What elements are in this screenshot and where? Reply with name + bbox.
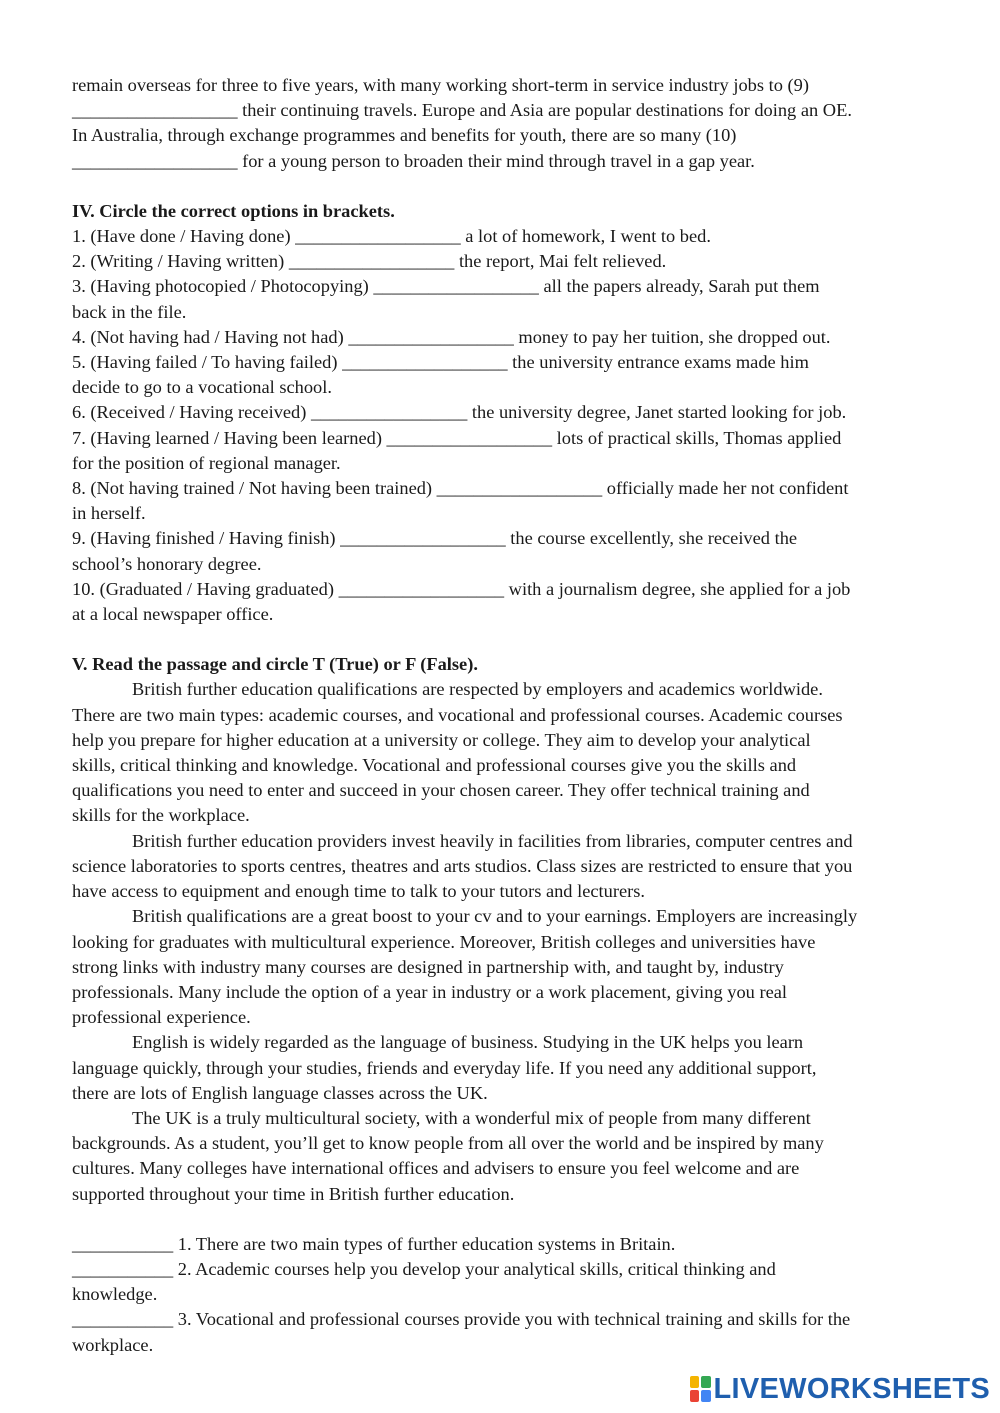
paragraph-line: there are lots of English language classes across the UK. [72,1082,488,1103]
logo-square-red [690,1390,699,1402]
true-false-statements [72,1232,932,1358]
paragraph-line: British qualifications are a great boost to your cv and to your earnings. Employers are increasingly [132,906,858,927]
section-v-heading: V. Read the passage and circle T (True) or F (False). [72,654,478,675]
paragraph-line: The UK is a truly multicultural society, with a wonderful mix of people from many different [132,1107,811,1128]
paragraph-line: qualifications you need to enter and succeed in your chosen career. They offer technical training and [72,780,810,801]
exercise-line: school’s honorary degree. [72,553,262,574]
worksheet-page [72,73,932,1358]
paragraph-line: There are two main types: academic courses, and vocational and professional courses. Academic courses [72,704,843,725]
paragraph-line: cultures. Many colleges have international offices and advisers to ensure you feel welcome and are [72,1158,800,1179]
exercise-line: for the position of regional manager. [72,452,341,473]
paragraph-line: science laboratories to sports centres, theatres and arts studios. Class sizes are restricted to ensure that you [72,855,853,876]
statement-line: ___________ 1. There are two main types of further education systems in Britain. [72,1233,676,1254]
statement-line: ___________ 3. Vocational and professional courses provide you with technical training and skills for the [72,1309,851,1330]
reading-paragraph [72,1106,932,1207]
exercise-line: 5. (Having failed / To having failed) __________________ the university entrance exams made him [72,352,809,373]
paragraph-line: have access to equipment and enough time to talk to your tutors and lecturers. [72,881,646,902]
exercise-line: back in the file. [72,301,187,322]
paragraph-line: English is widely regarded as the language of business. Studying in the UK helps you learn [132,1032,804,1053]
passage-line: remain overseas for three to five years, with many working short-term in service industry jobs to (9) [72,75,809,95]
section-v [72,652,932,1357]
liveworksheets-logo [690,1374,990,1404]
paragraph-line: professionals. Many include the option of a year in industry or a work placement, giving you real [72,981,788,1002]
exercise-line: 3. (Having photocopied / Photocopying) __________________ all the papers already, Sarah put them [72,276,820,297]
logo-square-blue [701,1390,710,1402]
exercise-line: 6. (Received / Having received) _________________ the university degree, Janet started looking for job. [72,402,847,423]
liveworksheets-logo-icon [690,1376,711,1402]
exercise-line: at a local newspaper office. [72,604,274,625]
paragraph-line: backgrounds. As a student, you’ll get to know people from all over the world and be inspired by many [72,1133,824,1154]
exercise-line: 9. (Having finished / Having finish) __________________ the course excellently, she received the [72,528,798,549]
passage-tail [72,73,932,174]
section-iv [72,199,932,627]
exercise-line: decide to go to a vocational school. [72,377,332,398]
statement-line: workplace. [72,1334,154,1355]
paragraph-line: strong links with industry many courses are designed in partnership with, and taught by, industry [72,956,784,977]
logo-square-green [701,1376,710,1388]
paragraph-line: British further education qualifications are respected by employers and academics worldwide. [132,679,823,700]
reading-paragraph [72,904,932,1030]
paragraph-line: skills for the workplace. [72,805,250,826]
section-iv-heading: IV. Circle the correct options in brackets. [72,200,395,221]
exercise-line: 7. (Having learned / Having been learned) __________________ lots of practical skills, Thomas applied [72,427,842,448]
passage-line: In Australia, through exchange programmes and benefits for youth, there are so many (10) [72,125,737,146]
paragraph-line: looking for graduates with multicultural experience. Moreover, British colleges and universities have [72,931,816,952]
paragraph-line: help you prepare for higher education at a university or college. They aim to develop your analytical [72,729,811,750]
exercise-line: in herself. [72,503,146,524]
reading-paragraph [72,677,932,828]
reading-paragraph [72,1030,932,1106]
statement-line: knowledge. [72,1284,158,1305]
paragraph-line: language quickly, through your studies, friends and everyday life. If you need any additional support, [72,1057,817,1078]
paragraph-line: professional experience. [72,1007,251,1028]
exercise-line: 4. (Not having had / Having not had) __________________ money to pay her tuition, she dropped out. [72,326,831,347]
reading-paragraph [72,829,932,905]
paragraph-line: skills, critical thinking and knowledge. Vocational and professional courses give you the skills and [72,755,797,776]
passage-line: __________________ for a young person to broaden their mind through travel in a gap year. [72,150,755,171]
exercise-line: 1. (Have done / Having done) __________________ a lot of homework, I went to bed. [72,226,711,247]
logo-square-yellow [690,1376,699,1388]
exercise-line: 10. (Graduated / Having graduated) __________________ with a journalism degree, she applied for a job [72,578,851,599]
exercise-line: 2. (Writing / Having written) __________________ the report, Mai felt relieved. [72,251,667,272]
exercise-line: 8. (Not having trained / Not having been trained) __________________ officially made her not confident [72,478,849,499]
passage-line: __________________ their continuing travels. Europe and Asia are popular destinations for doing an OE. [72,100,852,121]
logo-text: LIVEWORKSHEETS [713,1373,990,1405]
statement-line: ___________ 2. Academic courses help you develop your analytical skills, critical thinking and [72,1258,776,1279]
paragraph-line: supported throughout your time in British further education. [72,1183,515,1204]
paragraph-line: British further education providers invest heavily in facilities from libraries, computer centres and [132,830,853,851]
